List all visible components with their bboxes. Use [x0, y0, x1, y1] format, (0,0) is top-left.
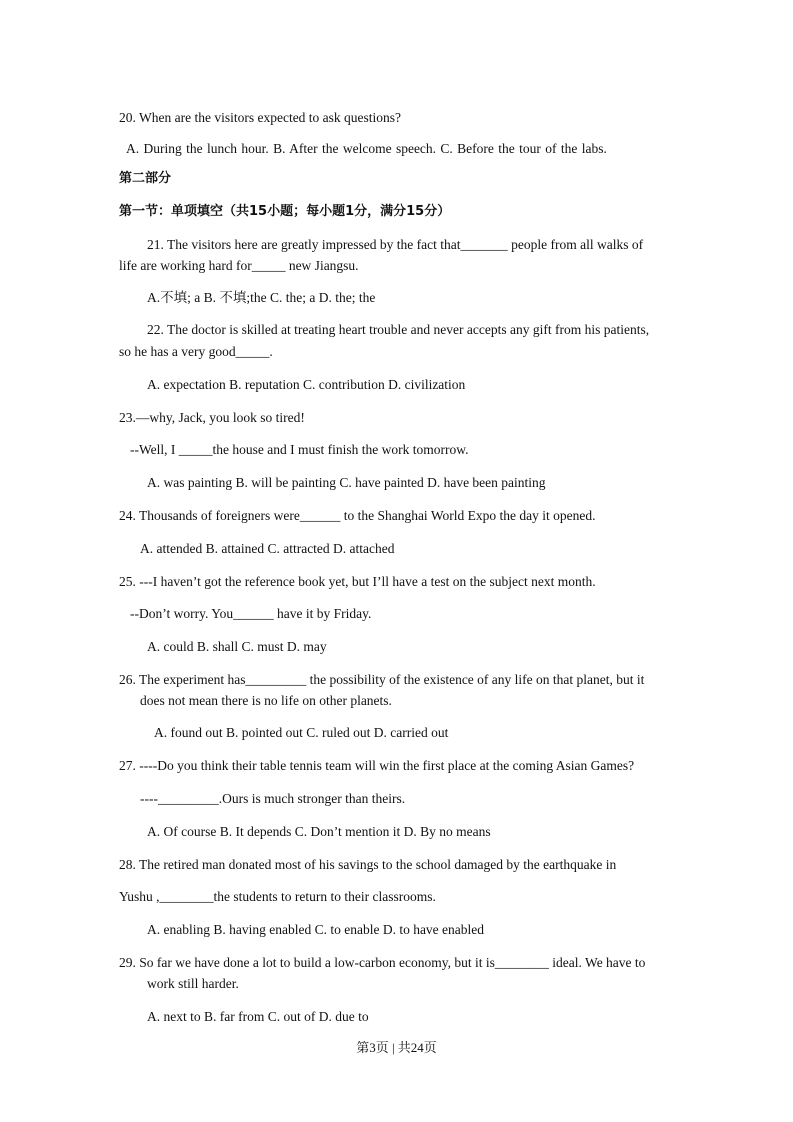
q21-options: A.不填; a B. 不填;the C. the; a D. the; the — [147, 290, 376, 305]
part2-title: 第二部分 — [119, 171, 172, 186]
q26-options: A. found out B. pointed out C. ruled out D. carried out — [154, 725, 449, 740]
q25-stem-line2: --Don’t worry. You______ have it by Friday. — [130, 606, 372, 621]
q29-options: A. next to B. far from C. out of D. due to — [147, 1009, 369, 1024]
q28-stem-line2: Yushu ,________the students to return to their classrooms. — [119, 889, 436, 904]
q22-options: A. expectation B. reputation C. contribution D. civilization — [147, 377, 466, 392]
page-footer: 第3页 | 共24页 — [356, 1040, 437, 1055]
q26-stem-line1: 26. The experiment has_________ the possibility of the existence of any life on that planet, but it — [119, 672, 645, 687]
q22-stem-line1: 22. The doctor is skilled at treating heart trouble and never accepts any gift from his patients, — [147, 322, 650, 337]
q25-options: A. could B. shall C. must D. may — [147, 639, 327, 654]
q28-stem-line1: 28. The retired man donated most of his savings to the school damaged by the earthquake in — [119, 857, 617, 872]
section1-title: 第一节：单项填空（共15小题；每小题1分，满分15分） — [119, 204, 451, 219]
q23-stem-line2: --Well, I _____the house and I must finish the work tomorrow. — [130, 442, 469, 457]
q29-stem-line1: 29. So far we have done a lot to build a low-carbon economy, but it is________ ideal. We have to — [119, 955, 646, 970]
q24-options: A. attended B. attained C. attracted D. attached — [140, 541, 395, 556]
q21-stem-line1: 21. The visitors here are greatly impressed by the fact that_______ people from all walks of — [147, 237, 644, 252]
q29-stem-line2: work still harder. — [147, 976, 239, 991]
q25-stem-line1: 25. ---I haven’t got the reference book yet, but I’ll have a test on the subject next month. — [119, 574, 596, 589]
q27-stem-line1: 27. ----Do you think their table tennis team will win the first place at the coming Asian Games? — [119, 758, 635, 773]
q27-options: A. Of course B. It depends C. Don’t mention it D. By no means — [147, 824, 491, 839]
q20-options: A. During the lunch hour. B. After the welcome speech. C. Before the tour of the labs. — [126, 141, 607, 156]
q22-stem-line2: so he has a very good_____. — [119, 344, 273, 359]
q21-stem-line2: life are working hard for_____ new Jiangsu. — [119, 258, 359, 273]
q24-stem: 24. Thousands of foreigners were______ to the Shanghai World Expo the day it opened. — [119, 508, 596, 523]
q23-stem-line1: 23.—why, Jack, you look so tired! — [119, 410, 305, 425]
q20-stem: 20. When are the visitors expected to ask questions? — [119, 110, 402, 125]
q26-stem-line2: does not mean there is no life on other planets. — [140, 693, 392, 708]
q27-stem-line2: ----_________.Ours is much stronger than theirs. — [140, 791, 406, 806]
q23-options: A. was painting B. will be painting C. have painted D. have been painting — [147, 475, 546, 490]
q28-options: A. enabling B. having enabled C. to enable D. to have enabled — [147, 922, 485, 937]
